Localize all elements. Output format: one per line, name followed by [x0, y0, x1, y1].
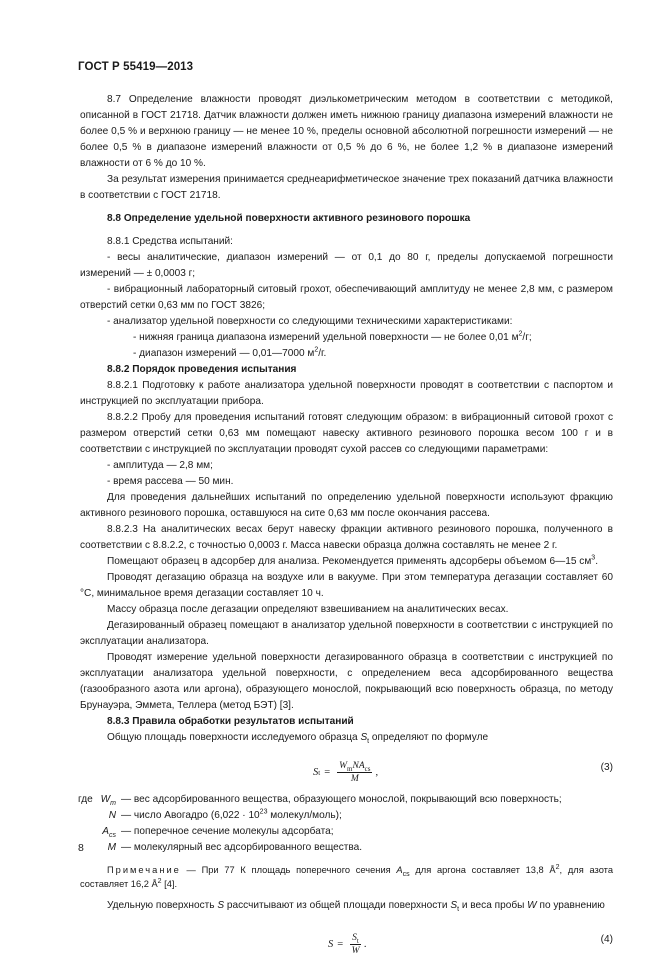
- list-subitem-lower-limit: - нижняя граница диапазона измерений удельной поверхности — не более 0,01 $м^2/г$;: [133, 330, 532, 343]
- section-heading-8-8-2: 8.8.2 Порядок проведения испытания: [107, 364, 297, 375]
- paragraph-total-area: Общую площадь поверхности исследуемого образца $S_t$ определяют по формуле: [107, 732, 489, 746]
- section-heading-8-8-3: 8.8.3 Правила обработки результатов испытаний: [107, 716, 354, 727]
- page-number: 8: [78, 842, 84, 854]
- paragraph-degassed-sample: Дегазированный образец помещают в анализатор удельной поверхности в соответствии с инструкцией по эксплуатации анализатора.: [80, 620, 613, 647]
- section-heading-8-8: 8.8 Определение удельной поверхности активного резинового порошка: [107, 213, 471, 224]
- paragraph-8-8-1: 8.8.1 Средства испытаний:: [107, 236, 233, 247]
- paragraph-specific-area: Удельную поверхность S рассчитывают из общей площади поверхности $S_t$ и веса пробы W по уравнению: [107, 900, 605, 914]
- paragraph-fraction: Для проведения дальнейших испытаний по определению удельной поверхности используют фракцию активного резинового порошка, оставшуюся на сите 0,63 мм после окончания рассева.: [80, 492, 613, 519]
- paragraph-adsorber: Помещают образец в адсорбер для анализа. Рекомендуется применять адсорберы объемом 6—15 $см^3$.: [107, 554, 598, 567]
- page-content: [80, 92, 613, 964]
- formula-3-fraction: $\frac{W_mNA_{cs}}{M}$: [339, 761, 371, 784]
- paragraph-8-7: 8.7 Определение влажности проводят диэлькометрическим методом в соответствии с методикой, описанной в ГОСТ 21718. Датчик влажности должен иметь нижнюю границу диапазона измерений влажности не более 0,5 % и верхнюю границу — не менее 10 %, пределы основной абсолютной погрешности измерений — не более 0,5 % в диапазоне измерений влажности от 0,5 % до 6 %, не более 1,2 % в диапазоне измерений влажности от 6 % до 10 %.: [80, 94, 613, 169]
- list-item-sieve: - вибрационный лабораторный ситовый грохот, обеспечивающий амплитуду не менее 2,8 мм, с размером отверстий сетки 0,63 мм по ГОСТ 3826;: [80, 284, 613, 311]
- formula-4-number: (4): [600, 934, 613, 945]
- where-item-m: M — молекулярный вес адсорбированного вещества.: [107, 842, 363, 853]
- formula-3: S t = $\frac{W_mNA_{cs}}{M}$ , (3): [313, 761, 613, 784]
- paragraph-8-8-2-3: 8.8.2.3 На аналитических весах берут навеску фракции активного резинового порошка, полученного в соответствии с 8.8.2.2, с точностью 0,0003 г. Масса навески образца должна составлять не менее 2 г.: [80, 524, 613, 551]
- formula-4-fraction: $\frac{S_t}{W}$: [351, 933, 360, 956]
- list-item-scales: - весы аналитические, диапазон измерений — от 0,1 до 80 г, пределы допускаемой погрешности измерений — ± 0,0003 г;: [80, 252, 613, 279]
- paragraph-8-8-2-1: 8.8.2.1 Подготовку к работе анализатора удельной поверхности проводят в соответствии с паспортом и инструкцией по эксплуатации прибора.: [80, 380, 613, 407]
- where-item-wm: где $W_m$ — вес адсорбированного вещества, образующего монослой, покрывающий всю поверхность;: [78, 794, 562, 808]
- formula-4: S = $\frac{S_t}{W}$ . (4): [328, 933, 613, 956]
- list-item-amplitude: - амплитуда — 2,8 мм;: [107, 460, 213, 471]
- document-header: ГОСТ Р 55419—2013: [78, 61, 194, 73]
- where-item-acs: $A_{cs}$ — поперечное сечение молекулы адсорбата;: [102, 826, 334, 840]
- list-subitem-range: - диапазон измерений — 0,01—7000 $м^2/г$.: [133, 346, 327, 359]
- note: Примечание — При 77 К площадь поперечного сечения $A_{cs}$ для аргона составляет 13,8 $Å^2$, для азота составляет 16,2 $Å^2$ [4].: [80, 863, 613, 889]
- paragraph-measurement: Проводят измерение удельной поверхности дегазированного образца в соответствии с инструкцией по эксплуатации анализатора удельной поверхности, с определением веса адсорбированного вещества (газообразного азота или аргона), образующего монослой, покрывающий всю поверхность образца, по методу Брунауэра, Эммета, Теллера (метод БЭТ) [3].: [80, 652, 613, 711]
- paragraph-8-8-2-2: 8.8.2.2 Пробу для проведения испытаний готовят следующим образом: в вибрационный ситовой грохот с размером отверстий сетки 0,63 мм помещают навеску активного резинового порошка весом 100 г и в соответствии с инструкцией по эксплуатации проводят сухой рассев со следующими параметрами:: [80, 412, 613, 455]
- paragraph-8-7-result: За результат измерения принимается среднеарифметическое значение трех показаний датчика влажности в соответствии с ГОСТ 21718.: [80, 174, 613, 201]
- where-item-n: N — число Авогадро ($6,022 \cdot 10^{23}$ молекул/моль);: [108, 808, 342, 821]
- formula-3-number: (3): [600, 762, 613, 773]
- paragraph-degassing: Проводят дегазацию образца на воздухе или в вакууме. При этом температура дегазации составляет 60 °С, минимальное время дегазации составляет 10 ч.: [80, 572, 613, 599]
- paragraph-mass: Массу образца после дегазации определяют взвешиванием на аналитических весах.: [107, 604, 509, 615]
- list-item-time: - время рассева — 50 мин.: [107, 476, 234, 487]
- list-item-analyzer: - анализатор удельной поверхности со следующими техническими характеристиками:: [107, 316, 513, 327]
